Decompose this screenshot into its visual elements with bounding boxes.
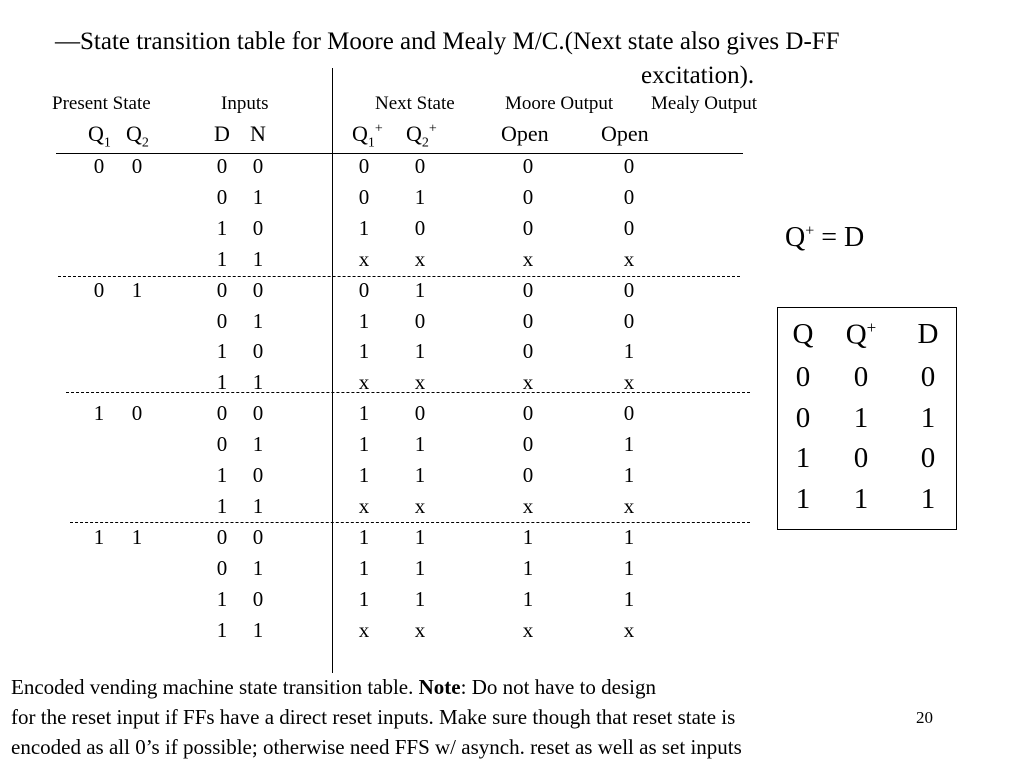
cell-mealy: 0: [623, 154, 635, 178]
cell-moore: 0: [522, 339, 534, 364]
cell-moore: 0: [522, 308, 534, 333]
cell-d: 1: [216, 215, 228, 240]
cell-next-q2: 1: [414, 463, 426, 487]
excitation-cell-qplus: 0: [853, 442, 869, 474]
cell-next-q1: 1: [358, 463, 370, 487]
cell-next-q2: 0: [414, 154, 426, 178]
cell-d: 1: [216, 493, 228, 518]
cell-n: 1: [252, 308, 264, 333]
excitation-cell-d: 1: [920, 401, 936, 434]
cell-next-q1: 1: [358, 401, 370, 426]
cell-moore: 1: [522, 555, 534, 580]
cell-mealy: 0: [623, 215, 635, 240]
subheader-n: N: [250, 121, 266, 146]
cell-d: 1: [216, 617, 228, 642]
excitation-cell-qplus: 1: [853, 482, 869, 515]
subheader-q2: $Q_2$: [126, 121, 149, 151]
cell-next-q2: 1: [414, 184, 426, 209]
cell-next-q2: 0: [414, 401, 426, 426]
cell-mealy: 0: [623, 401, 635, 426]
cell-mealy: 1: [623, 586, 635, 611]
cell-q2: 1: [131, 277, 143, 302]
cell-n: 1: [252, 617, 264, 642]
cell-next-q2: x: [414, 493, 426, 518]
cell-moore: 1: [522, 586, 534, 611]
cell-q2: 1: [131, 524, 143, 549]
slide-title-line2: excitation).: [641, 62, 755, 89]
cell-n: 1: [252, 370, 264, 395]
cell-next-q2: x: [414, 246, 426, 271]
cell-moore: 0: [522, 463, 534, 487]
cell-moore: x: [522, 617, 534, 642]
table-vertical-divider: [332, 68, 333, 673]
cell-n: 0: [252, 463, 264, 487]
cell-next-q1: x: [358, 246, 370, 271]
excitation-cell-d: 1: [920, 482, 936, 515]
cell-n: 1: [252, 555, 264, 580]
cell-mealy: x: [623, 370, 635, 395]
cell-n: 0: [252, 339, 264, 364]
excitation-cell-q: 0: [795, 361, 811, 393]
cell-next-q2: 0: [414, 308, 426, 333]
cell-d: 1: [216, 370, 228, 395]
cell-next-q1: 0: [358, 154, 370, 178]
cell-q1: 0: [93, 277, 105, 302]
footer-line-3: encoded as all 0’s if possible; otherwise need FFS w/ asynch. reset as well as set inputs: [11, 735, 742, 759]
cell-mealy: 1: [623, 555, 635, 580]
cell-d: 0: [216, 184, 228, 209]
subheader-d: D: [214, 121, 230, 146]
cell-mealy: 1: [623, 524, 635, 549]
excitation-header-qplus: Q+: [845, 318, 877, 351]
cell-d: 0: [216, 524, 228, 549]
subheader-q1-next: $Q_1^+$: [352, 121, 383, 151]
cell-moore: 0: [522, 215, 534, 240]
cell-moore: 1: [522, 524, 534, 549]
cell-mealy: x: [623, 617, 635, 642]
cell-d: 0: [216, 308, 228, 333]
slide-title-line1: —State transition table for Moore and Mealy M/C.(Next state also gives D-FF: [55, 28, 840, 55]
cell-q1: 0: [93, 154, 105, 178]
cell-mealy: 0: [623, 277, 635, 302]
cell-next-q2: 1: [414, 339, 426, 364]
cell-mealy: 1: [623, 463, 635, 487]
header-mealy-output: Mealy Output: [651, 93, 758, 114]
cell-q2: 0: [131, 401, 143, 426]
cell-d: 0: [216, 432, 228, 457]
cell-d: 1: [216, 586, 228, 611]
cell-next-q2: 0: [414, 215, 426, 240]
excitation-cell-q: 1: [795, 442, 811, 474]
header-next-state: Next State: [375, 93, 455, 114]
cell-d: 0: [216, 401, 228, 426]
excitation-cell-q: 1: [795, 482, 811, 515]
cell-moore: x: [522, 370, 534, 395]
cell-mealy: x: [623, 246, 635, 271]
excitation-cell-d: 0: [920, 442, 936, 474]
cell-mealy: 1: [623, 339, 635, 364]
cell-next-q1: 0: [358, 184, 370, 209]
cell-next-q2: 1: [414, 555, 426, 580]
excitation-header-d: D: [917, 318, 939, 350]
page-number: 20: [916, 708, 933, 727]
cell-n: 1: [252, 432, 264, 457]
cell-d: 1: [216, 246, 228, 271]
cell-mealy: x: [623, 493, 635, 518]
cell-next-q2: x: [414, 370, 426, 395]
cell-moore: x: [522, 493, 534, 518]
cell-d: 0: [216, 277, 228, 302]
cell-next-q1: 1: [358, 215, 370, 240]
subheader-moore-open: Open: [501, 121, 549, 146]
cell-next-q1: 0: [358, 277, 370, 302]
cell-mealy: 0: [623, 184, 635, 209]
cell-n: 1: [252, 246, 264, 271]
cell-n: 1: [252, 493, 264, 518]
excitation-cell-qplus: 1: [853, 401, 869, 434]
header-inputs: Inputs: [221, 93, 269, 114]
cell-next-q2: 1: [414, 432, 426, 457]
cell-next-q1: 1: [358, 339, 370, 364]
cell-next-q1: x: [358, 493, 370, 518]
footer-line-1: Encoded vending machine state transition table. Note: Do not have to design: [11, 675, 656, 699]
cell-n: 0: [252, 154, 264, 178]
cell-moore: 0: [522, 277, 534, 302]
cell-d: 0: [216, 555, 228, 580]
cell-next-q2: 1: [414, 524, 426, 549]
cell-next-q1: 1: [358, 308, 370, 333]
cell-moore: 0: [522, 184, 534, 209]
group-divider-3: [70, 522, 750, 523]
excitation-header-q: Q: [792, 318, 814, 350]
cell-next-q2: 1: [414, 586, 426, 611]
cell-n: 0: [252, 586, 264, 611]
footer-line-2: for the reset input if FFs have a direct reset inputs. Make sure though that reset state is: [11, 705, 736, 729]
excitation-cell-q: 0: [795, 401, 811, 434]
cell-n: 0: [252, 401, 264, 426]
subheader-q1: $Q_1$: [88, 121, 111, 151]
cell-next-q1: 1: [358, 586, 370, 611]
cell-n: 0: [252, 215, 264, 240]
cell-next-q2: x: [414, 617, 426, 642]
cell-q2: 0: [131, 154, 143, 178]
cell-d: 1: [216, 463, 228, 487]
cell-moore: 0: [522, 432, 534, 457]
cell-d: 1: [216, 339, 228, 364]
cell-n: 0: [252, 524, 264, 549]
cell-mealy: 0: [623, 308, 635, 333]
subheader-mealy-open: Open: [601, 121, 649, 146]
excitation-cell-d: 0: [920, 361, 936, 393]
cell-moore: x: [522, 246, 534, 271]
cell-next-q1: x: [358, 370, 370, 395]
cell-next-q1: 1: [358, 524, 370, 549]
cell-next-q1: x: [358, 617, 370, 642]
flipflop-equation: Q+ = D: [785, 222, 865, 253]
header-moore-output: Moore Output: [505, 93, 614, 114]
cell-d: 0: [216, 154, 228, 178]
cell-next-q1: 1: [358, 432, 370, 457]
cell-next-q1: 1: [358, 555, 370, 580]
subheader-q2-next: $Q_2^+$: [406, 121, 437, 151]
header-present-state: Present State: [52, 93, 151, 114]
excitation-cell-qplus: 0: [853, 361, 869, 393]
cell-mealy: 1: [623, 432, 635, 457]
cell-q1: 1: [93, 524, 105, 549]
cell-moore: 0: [522, 154, 534, 178]
cell-n: 1: [252, 184, 264, 209]
cell-next-q2: 1: [414, 277, 426, 302]
cell-q1: 1: [93, 401, 105, 426]
cell-n: 0: [252, 277, 264, 302]
cell-moore: 0: [522, 401, 534, 426]
